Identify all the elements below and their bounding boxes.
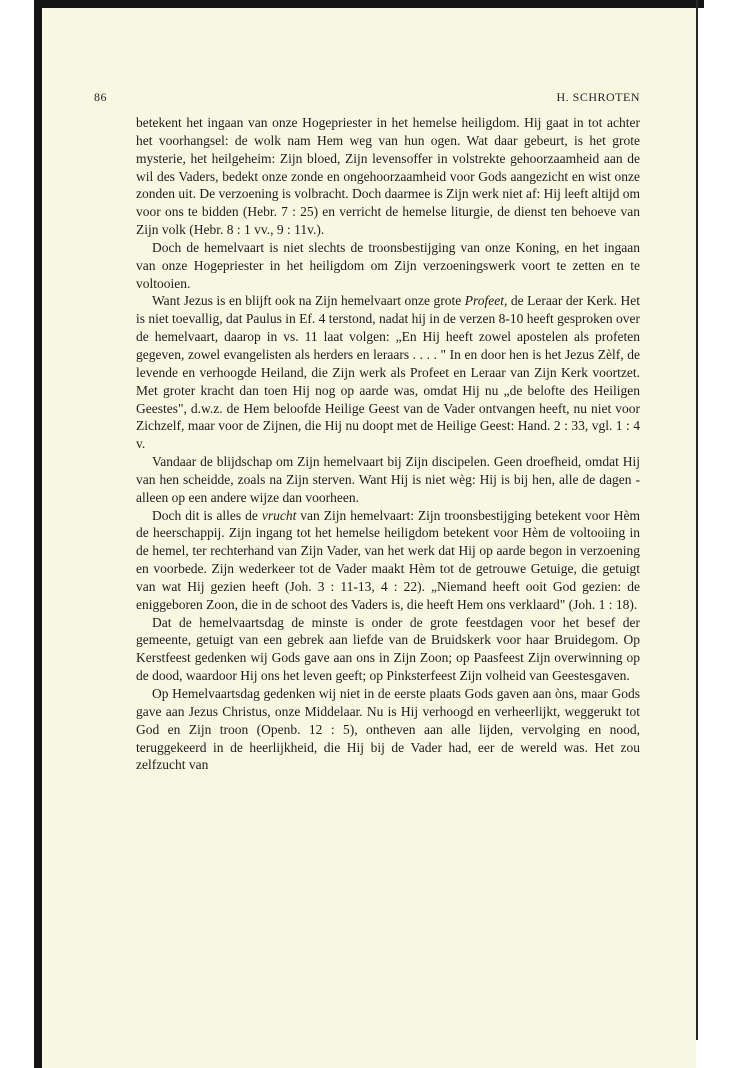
scan-border-right <box>696 0 698 1040</box>
paragraph-text: Dat de hemelvaartsdag de minste is onder de grote feestdagen voor het besef der gemeente, getuigt van een gebrek aan liefde van de Bruidskerk voor haar Bruidegom. Op Kerstfeest gedenken wij Gods gave aan ons in Zijn Zoon; op Paasfeest Zijn overwinning op de dood, waardoor Hij ons het leven geeft; op Pinksterfeest Zijn volheid van Geestesgaven. <box>136 614 640 684</box>
paragraph-3 <box>136 292 640 453</box>
paragraph-text: de Leraar der Kerk. Het is niet toevallig, dat Paulus in Ef. 4 terstond, nadat hij in de verzen 8-10 heeft gesproken over de hemelvaart, daarop in vs. 11 laat volgen: „En Hij heeft zowel apostelen als profeten gegeven, zowel evangelisten als herders en leraars . . . . " In en door hen is het Jezus Zèlf, de levende en verhoogde Heiland, die Zijn werk als Profeet en Leraar van Zijn Kerk voortzet. Met groter kracht dan toen Hij nog op aarde was, omdat Hij nu „de belofte des Heiligen Geestes", d.w.z. de Hem beloofde Heilige Geest van de Vader ontvangen heeft, nu niet voor Zichzelf, maar voor de Zijnen, die Hij nu doopt met de Heilige Geest: Hand. 2 : 33, vgl. 1 : 4 v. <box>136 293 640 452</box>
scan-border-left <box>34 0 42 1068</box>
paragraph-6 <box>136 614 640 685</box>
paragraph-7 <box>136 685 640 774</box>
paragraph-1 <box>136 114 640 239</box>
paragraph-text: Doch dit is alles de <box>152 507 262 523</box>
paragraph-4 <box>136 453 640 507</box>
paragraph-2 <box>136 239 640 293</box>
paragraph-text: Doch de hemelvaart is niet slechts de troonsbestijging van onze Koning, en het ingaan van onze Hogepriester in het heiligdom om Zijn verzoeningswerk voort te zetten en te voltooien. <box>136 239 640 291</box>
scan-border-top <box>34 0 704 8</box>
body-text <box>136 114 640 774</box>
emphasis-profeet: Profeet, <box>464 293 508 309</box>
page-number: 86 <box>94 90 107 104</box>
paragraph-text: Vandaar de blijdschap om Zijn hemelvaart bij Zijn discipelen. Geen droefheid, omdat Hij van hen scheidde, zoals na Zijn sterven. Want Hij is niet wèg: Hij is bij hen, alle de dagen - alleen op een andere wijze dan voorheen. <box>136 454 640 505</box>
paragraph-5 <box>136 507 640 614</box>
running-author: H. SCHROTEN <box>556 90 640 104</box>
emphasis-vrucht: vrucht <box>261 507 297 523</box>
paragraph-text: Op Hemelvaartsdag gedenken wij niet in de eerste plaats Gods gaven aan òns, maar Gods gave aan Jezus Christus, onze Middelaar. Nu is Hij verhoogd en verheerlijkt, weggerukt tot God en Zijn troon (Openb. 12 : 5), ontheven aan alle lijden, vervolging en nood, teruggekeerd in de heerlijkheid, die Hij bij de Vader had, eer de wereld was. Het zou zelfzucht van <box>136 686 640 773</box>
paragraph-text: Want Jezus is en blijft ook na Zijn hemelvaart onze grote <box>152 293 465 309</box>
paragraph-text: van Zijn hemelvaart: Zijn troonsbestijging betekent voor Hèm de heerschappij. Zijn ingang tot het hemelse heiligdom betekent voor Hèm de voltooiing in de hemel, ter rechterhand van Zijn Vader, van het werk dat Hij op aarde begon in verzoening en voorbede. Zijn wederkeer tot de Vader maakt Hèm tot de getrouwe Getuige, die getuigt van wat Hij gezien heeft (Joh. 3 : 11-13, 4 : 22). „Niemand heeft ooit God gezien: de eniggeboren Zoon, die in de schoot des Vaders is, die heeft Hem ons verklaard" (Joh. 1 : 18). <box>136 507 640 612</box>
paragraph-text: betekent het ingaan van onze Hogepriester in het hemelse heiligdom. Hij gaat in tot achter het voorhangsel: de wolk nam Hem weg van hun ogen. Wat daar gebeurt, is het grote mysterie, het heilgeheim: Zijn bloed, Zijn levensoffer in volstrekte gehoorzaamheid aan de wil des Vaders, bedekt onze zonde en ongehoorzaamheid voor Gods aangezicht en wist onze zonden uit. De verzoening is volbracht. Doch daarmee is Zijn werk niet af: Hij leeft altijd om voor ons te bidden (Hebr. 7 : 25) en verricht de hemelse liturgie, de dienst ten behoeve van Zijn volk (Hebr. 8 : 1 vv., 9 : 11v.). <box>136 115 640 238</box>
